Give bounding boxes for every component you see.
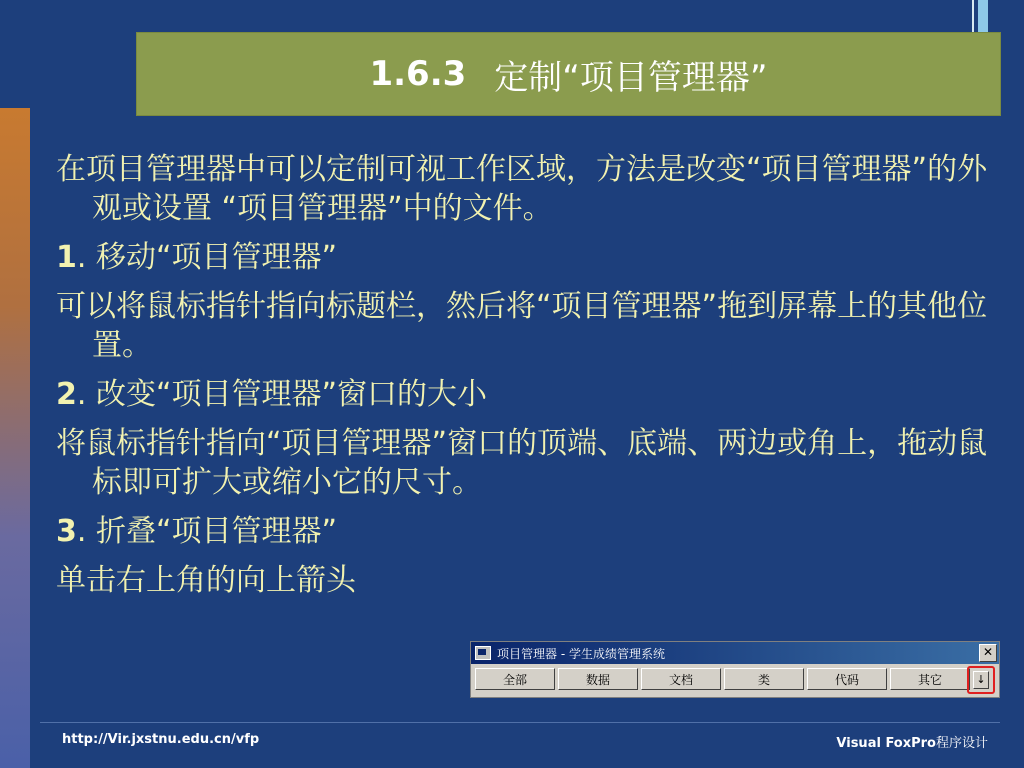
tab-classes[interactable]: 类 (724, 668, 804, 690)
slide-title-box (136, 32, 1001, 116)
window-app-icon (475, 646, 491, 660)
project-manager-titlebar[interactable] (471, 642, 999, 664)
section-3-heading (56, 512, 996, 551)
slide-title-number: 1.6.3 (369, 54, 467, 94)
section-3-text: 单击右上角的向上箭头 (56, 563, 356, 598)
section-1-heading (56, 238, 996, 277)
intro-paragraph: 在项目管理器中可以定制可视工作区域，方法是改变“项目管理器”的外观或设置 “项目管理器”中的文件。 (56, 152, 988, 226)
section-1-number: 1 (56, 240, 77, 275)
slide-content (56, 150, 996, 610)
footer-course-title (836, 732, 988, 751)
tab-code[interactable]: 代码 (807, 668, 887, 690)
side-bar-top (0, 0, 30, 108)
collapse-arrow-icon[interactable]: ↓ (973, 671, 989, 689)
tab-all[interactable]: 全部 (475, 668, 555, 690)
section-3-title: . 折叠“项目管理器” (76, 514, 338, 549)
tab-data[interactable]: 数据 (558, 668, 638, 690)
project-manager-window[interactable] (470, 641, 1000, 698)
close-icon[interactable]: ✕ (979, 644, 997, 662)
collapse-highlight (967, 666, 995, 694)
footer-divider (40, 722, 1000, 723)
section-2-title: . 改变“项目管理器”窗口的大小 (76, 377, 488, 412)
section-1-text: 可以将鼠标指针指向标题栏，然后将“项目管理器”拖到屏幕上的其他位置。 (56, 289, 988, 363)
project-manager-tabs (471, 664, 999, 690)
footer-course-bold: Visual FoxPro (836, 736, 936, 751)
tab-other[interactable]: 其它 (890, 668, 970, 690)
footer-course-text: 程序设计 (935, 736, 988, 751)
section-3-number: 3 (56, 514, 77, 549)
side-gradient-bar (0, 108, 30, 768)
footer-url: http://Vir.jxstnu.edu.cn/vfp (62, 732, 260, 747)
section-1-title: . 移动“项目管理器” (76, 240, 338, 275)
section-2-text: 将鼠标指针指向“项目管理器”窗口的顶端、底端、两边或角上，拖动鼠标即可扩大或缩小它的尺寸。 (56, 426, 988, 500)
section-2-number: 2 (56, 377, 77, 412)
tab-documents[interactable]: 文档 (641, 668, 721, 690)
slide-title-text: 定制“项目管理器” (494, 57, 768, 98)
section-2-heading (56, 375, 996, 414)
project-manager-title: 项目管理器 - 学生成绩管理系统 (497, 646, 665, 661)
